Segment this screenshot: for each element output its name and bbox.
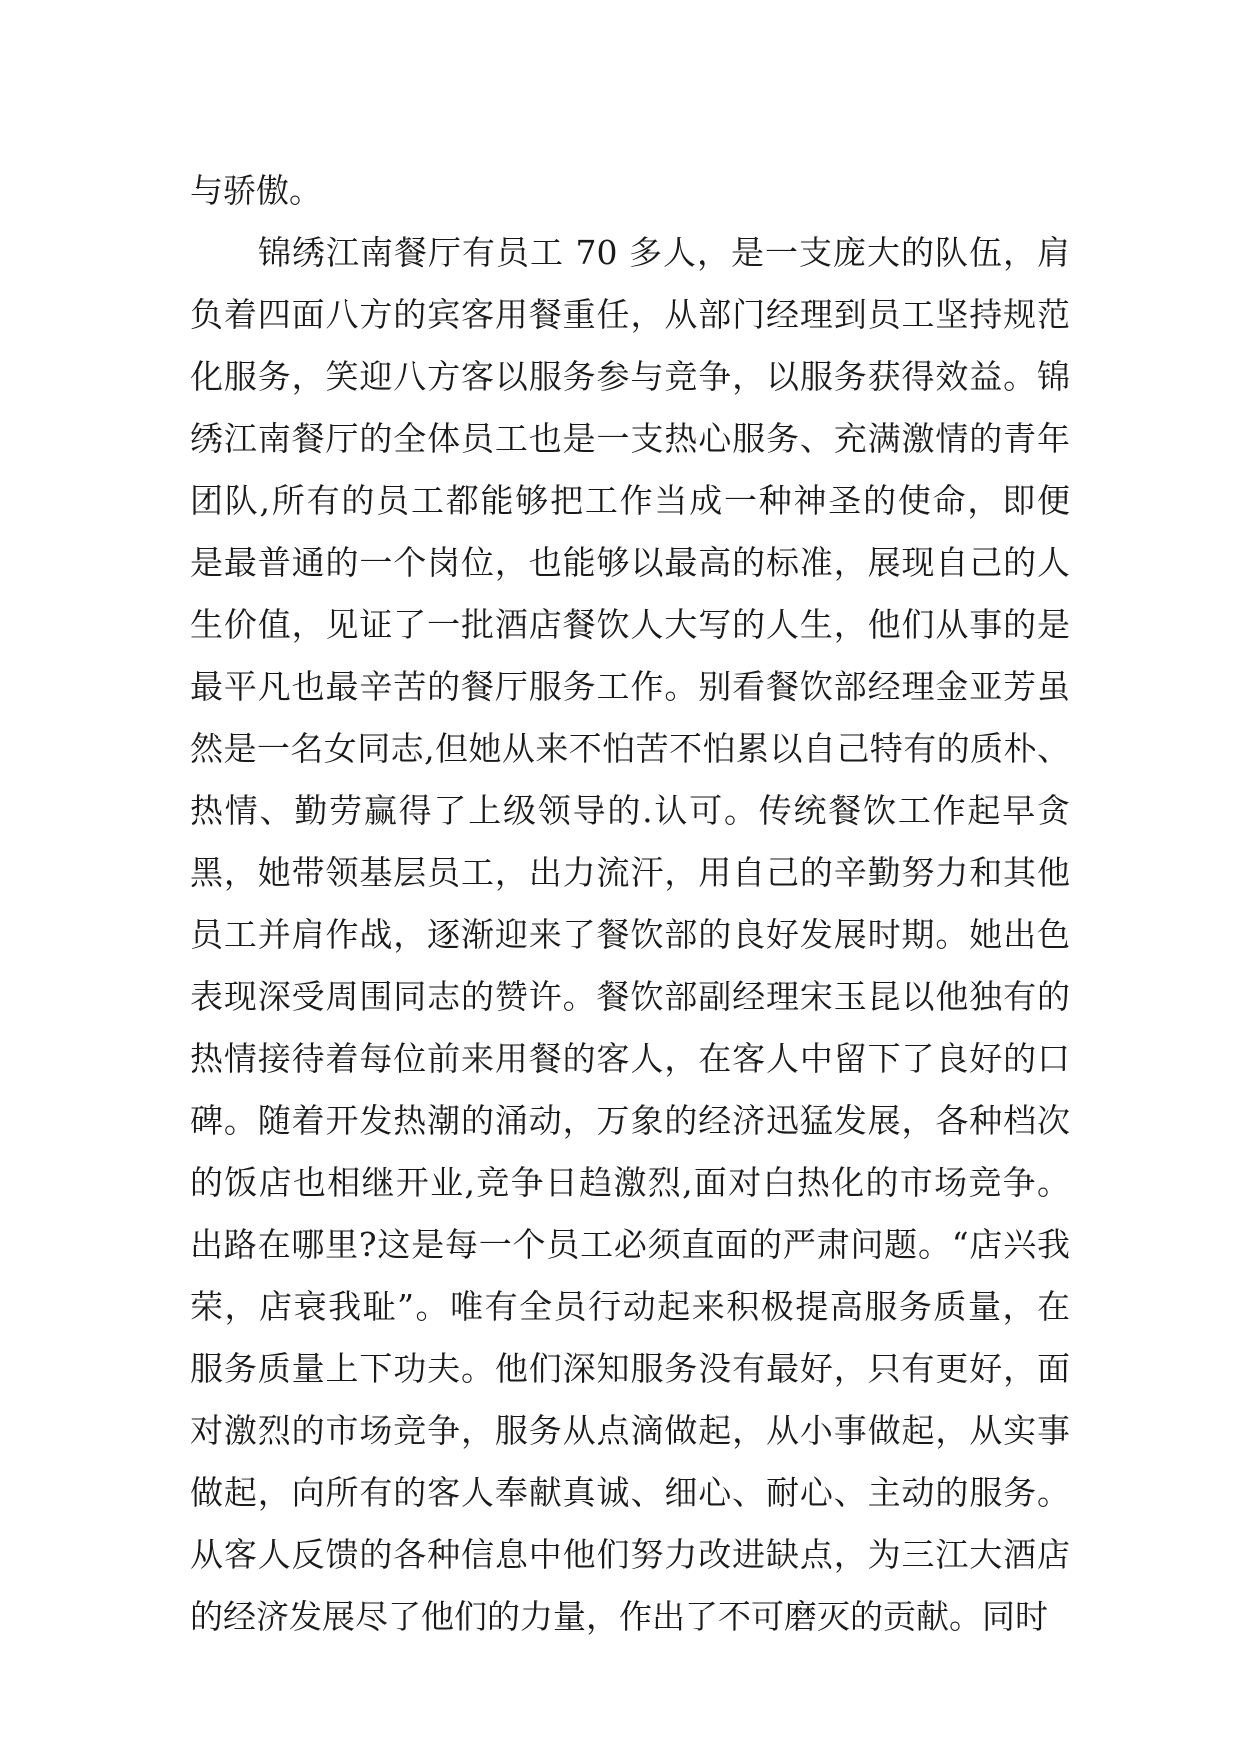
text-line: 员工并肩作战，逐渐迎来了餐饮部的良好发展时期。她出色 — [190, 915, 1070, 954]
text-line: 的经济发展尽了他们的力量，作出了不可磨灭的贡献。同时 — [190, 1597, 1048, 1636]
text-line: 热情、勤劳赢得了上级领导的.认可。传统餐饮工作起早贪 — [190, 791, 1070, 830]
text-line: 对激烈的市场竞争，服务从点滴做起，从小事做起，从实事 — [190, 1411, 1070, 1450]
text-line: 做起，向所有的客人奉献真诚、细心、耐心、主动的服务。 — [190, 1473, 1070, 1512]
text-line: 与骄傲。 — [190, 171, 322, 210]
text-line: 最平凡也最辛苦的餐厅服务工作。别看餐饮部经理金亚芳虽 — [190, 667, 1070, 706]
text-line: 锦绣江南餐厅有员工 70 多人，是一支庞大的队伍，肩 — [258, 233, 1070, 272]
text-line: 服务质量上下功夫。他们深知服务没有最好，只有更好，面 — [190, 1349, 1070, 1388]
text-line: 是最普通的一个岗位，也能够以最高的标准，展现自己的人 — [190, 543, 1070, 582]
text-line: 从客人反馈的各种信息中他们努力改进缺点，为三江大酒店 — [190, 1535, 1070, 1574]
text-line: 绣江南餐厅的全体员工也是一支热心服务、充满激情的青年 — [190, 419, 1070, 458]
text-line: 表现深受周围同志的赞许。餐饮部副经理宋玉昆以他独有的 — [190, 977, 1070, 1016]
text-line: 热情接待着每位前来用餐的客人，在客人中留下了良好的口 — [190, 1039, 1070, 1078]
text-line: 生价值，见证了一批酒店餐饮人大写的人生，他们从事的是 — [190, 605, 1070, 644]
text-line: 碑。随着开发热潮的涌动，万象的经济迅猛发展，各种档次 — [190, 1101, 1070, 1140]
body-text — [190, 160, 1070, 1648]
text-line: 团队,所有的员工都能够把工作当成一种神圣的使命，即便 — [190, 481, 1070, 520]
text-line: 荣，店衰我耻”。唯有全员行动起来积极提高服务质量，在 — [190, 1287, 1070, 1326]
text-line: 化服务，笑迎八方客以服务参与竞争，以服务获得效益。锦 — [190, 357, 1070, 396]
text-line: 出路在哪里?这是每一个员工必须直面的严肃问题。“店兴我 — [190, 1225, 1070, 1264]
text-line: 的饭店也相继开业,竞争日趋激烈,面对白热化的市场竞争。 — [190, 1163, 1070, 1202]
text-line: 负着四面八方的宾客用餐重任，从部门经理到员工坚持规范 — [190, 295, 1070, 334]
text-line: 黑，她带领基层员工，出力流汗，用自己的辛勤努力和其他 — [190, 853, 1070, 892]
text-line: 然是一名女同志,但她从来不怕苦不怕累以自己特有的质朴、 — [190, 729, 1070, 768]
